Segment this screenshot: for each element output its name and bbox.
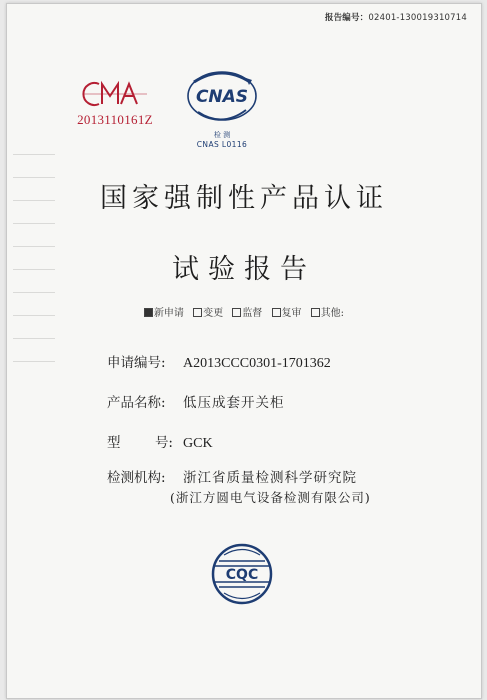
- svg-text:CQC: CQC: [225, 567, 259, 583]
- checkbox-icon: [232, 308, 241, 317]
- checkbox-icon: [193, 308, 202, 317]
- cnas-mark: [177, 66, 267, 149]
- report-number-value: 02401-130019310714: [368, 13, 467, 23]
- cnas-logo-icon: [180, 66, 264, 128]
- page-title: 国家强制性产品认证: [100, 183, 388, 214]
- page-subtitle: 试验报告: [172, 254, 316, 285]
- option-other[interactable]: [311, 308, 344, 319]
- application-type-options: [7, 304, 481, 319]
- cqc-logo-icon: [210, 542, 274, 606]
- product-name-field: [107, 391, 285, 411]
- label-part: 号:: [154, 435, 173, 451]
- cma-logo-icon: [79, 78, 151, 110]
- label-part: 型: [107, 435, 121, 451]
- option-review[interactable]: [272, 308, 302, 319]
- cnas-subtitle: 检 测: [213, 131, 231, 139]
- application-number-field: [107, 351, 331, 372]
- cma-number: 2013110161Z: [77, 112, 153, 127]
- option-change[interactable]: [193, 308, 223, 319]
- option-supervision[interactable]: [232, 308, 262, 319]
- test-organization-subname: (浙江方圆电气设备检测有限公司): [170, 490, 371, 505]
- application-number-value: A2013CCC0301-1701362: [183, 356, 331, 371]
- product-name-value: 低压成套开关柜: [183, 395, 285, 411]
- certificate-page: [6, 3, 482, 699]
- field-label: 申请编号:: [107, 355, 166, 371]
- option-new-application[interactable]: [144, 308, 184, 319]
- checkbox-icon: [311, 308, 320, 317]
- cma-mark: [65, 78, 165, 128]
- field-label: 检测机构:: [107, 470, 166, 486]
- option-label: 变更: [203, 308, 224, 319]
- cnas-code: CNAS L0116: [196, 140, 248, 149]
- option-label: 复审: [281, 308, 302, 319]
- option-label: 监督: [242, 308, 263, 319]
- model-field: [107, 431, 213, 452]
- option-label: 新申请: [153, 308, 184, 319]
- test-organization-field: [107, 466, 357, 486]
- field-label: 产品名称:: [107, 395, 166, 411]
- field-label: [107, 431, 173, 451]
- model-value: GCK: [183, 436, 213, 451]
- report-number: [325, 11, 467, 23]
- option-label: 其他:: [320, 308, 345, 319]
- checkbox-checked-icon: [144, 308, 153, 317]
- report-number-label: 报告编号：: [324, 13, 369, 23]
- test-organization-value: 浙江省质量检测科学研究院: [183, 470, 357, 486]
- svg-text:CNAS: CNAS: [195, 87, 249, 107]
- checkbox-icon: [272, 308, 281, 317]
